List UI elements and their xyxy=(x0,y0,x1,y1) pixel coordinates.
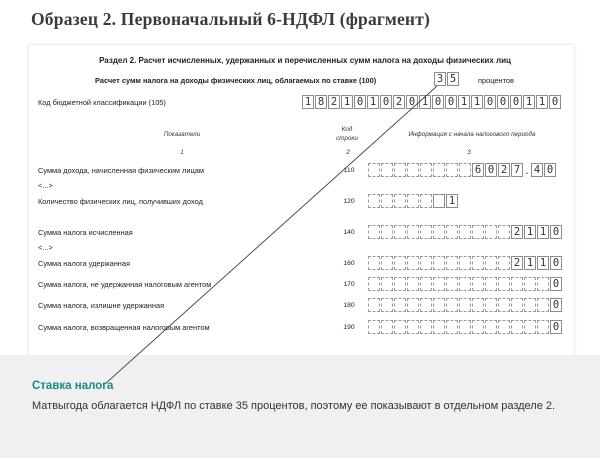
kbk-digit: 0 xyxy=(380,95,392,109)
row-110-cells: 6 0 2 7 . 4 0 xyxy=(368,163,557,177)
row-140-code: 140 xyxy=(343,229,355,236)
header-line-code: Код строки xyxy=(336,126,358,142)
value-digit: 0 xyxy=(550,320,562,334)
kbk-digit: 8 xyxy=(315,95,327,109)
kbk-label: Код бюджетной классификации (105) xyxy=(38,98,166,107)
row-110-code: 110 xyxy=(343,167,355,174)
value-digit: 1 xyxy=(537,225,549,239)
value-digit: 0 xyxy=(550,277,562,291)
page-title: Образец 2. Первоначальный 6-НДФЛ (фрагмент) xyxy=(31,9,431,29)
kbk-digit: 0 xyxy=(484,95,496,109)
row-110-digit: 0 xyxy=(485,163,497,177)
header-col2: 2 xyxy=(346,149,350,156)
kbk-digit: 0 xyxy=(406,95,418,109)
row-110-label: Сумма дохода, начисленная физическим лицам xyxy=(38,166,204,175)
kbk-digit: 1 xyxy=(523,95,535,109)
row-140-label: Сумма налога исчисленная xyxy=(38,228,133,237)
rate-digit: 5 xyxy=(447,72,459,86)
value-digit: 1 xyxy=(537,256,549,270)
row-140-sub: <...> xyxy=(38,243,53,252)
kbk-digit: 0 xyxy=(445,95,457,109)
row-160-code: 160 xyxy=(343,260,355,267)
row-120-label: Количество физических лиц, получивших доход xyxy=(38,197,203,206)
row-160-label: Сумма налога удержанная xyxy=(38,259,130,268)
kbk-digit: 1 xyxy=(367,95,379,109)
row-110-digit: 6 xyxy=(472,163,484,177)
kbk-digit: 0 xyxy=(432,95,444,109)
kbk-digit: 2 xyxy=(393,95,405,109)
value-digit: 2 xyxy=(511,225,523,239)
caption-title: Ставка налога xyxy=(32,380,114,392)
header-col3: 3 xyxy=(467,149,471,156)
row-110-digit: 4 xyxy=(531,163,543,177)
rate-unit: процентов xyxy=(478,76,514,85)
row-110-digit: 2 xyxy=(498,163,510,177)
row-170-label: Сумма налога, не удержанная налоговым агентом xyxy=(38,280,212,289)
row-110-digit: 0 xyxy=(544,163,556,177)
value-digit: 0 xyxy=(550,256,562,270)
kbk-digit: 1 xyxy=(536,95,548,109)
kbk-digit: 1 xyxy=(419,95,431,109)
row-110-sub: <...> xyxy=(38,181,53,190)
row-190-label: Сумма налога, возвращенная налоговым агентом xyxy=(38,323,210,332)
value-digit: 1 xyxy=(524,225,536,239)
kbk-digit: 0 xyxy=(497,95,509,109)
kbk-digit: 0 xyxy=(549,95,561,109)
kbk-digit: 1 xyxy=(302,95,314,109)
kbk-digit: 1 xyxy=(458,95,470,109)
rate-label: Расчет сумм налога на доходы физических лиц, облагаемых по ставке (100) xyxy=(95,76,377,85)
kbk-digit: 0 xyxy=(510,95,522,109)
row-180-code: 180 xyxy=(343,302,355,309)
header-indicators: Показатели xyxy=(163,131,201,138)
section-title: Раздел 2. Расчет исчисленных, удержанных и перечисленных сумм налога на доходы физических лиц xyxy=(99,56,511,65)
kbk-digit: 1 xyxy=(341,95,353,109)
row-190-code: 190 xyxy=(343,324,355,331)
value-digit: 2 xyxy=(511,256,523,270)
value-digit: 0 xyxy=(550,298,562,312)
header-col1: 1 xyxy=(180,149,184,156)
kbk-digit: 0 xyxy=(354,95,366,109)
kbk-digit: 1 xyxy=(471,95,483,109)
row-120-value: 1 xyxy=(446,194,458,208)
kbk-digit: 2 xyxy=(328,95,340,109)
value-digit: 0 xyxy=(550,225,562,239)
row-180-label: Сумма налога, излишне удержанная xyxy=(38,301,165,310)
row-120-code: 120 xyxy=(343,198,355,205)
header-info: Информация с начала налогового периода xyxy=(408,131,536,138)
caption-text: Матвыгода облагается НДФЛ по ставке 35 процентов, поэтому ее показывают в отдельном разделе 2. xyxy=(32,400,556,412)
rate-digit: 3 xyxy=(434,72,446,86)
row-170-code: 170 xyxy=(343,281,355,288)
row-110-digit: 7 xyxy=(511,163,523,177)
value-digit: 1 xyxy=(524,256,536,270)
